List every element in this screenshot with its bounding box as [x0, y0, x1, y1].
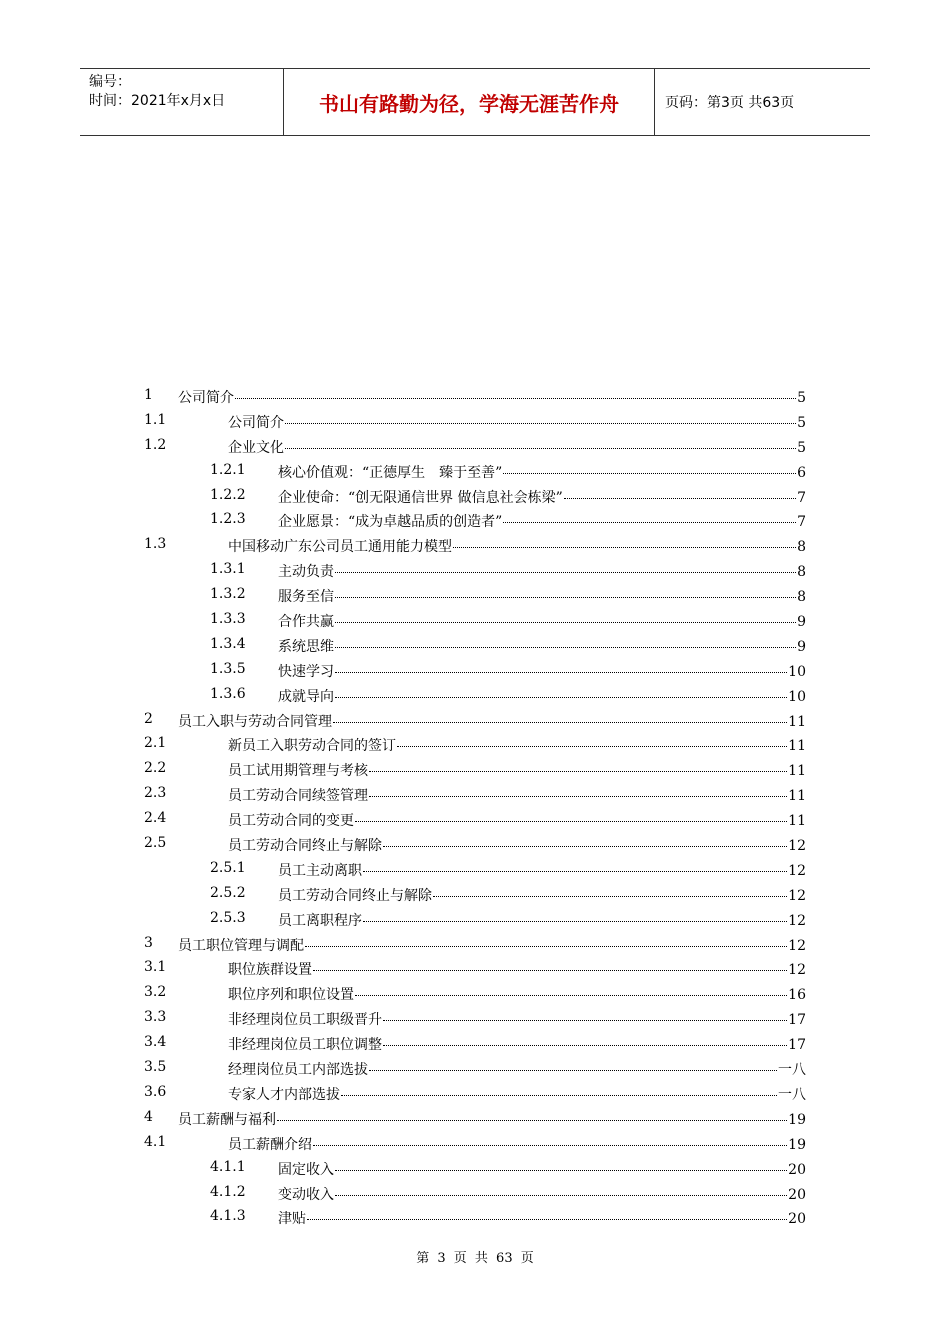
toc-number: 4.1	[144, 1133, 167, 1150]
toc-entry[interactable]	[144, 1030, 806, 1055]
toc-entry[interactable]	[144, 408, 806, 433]
toc-number: 3.1	[144, 959, 167, 976]
toc-leader-dots	[503, 522, 796, 523]
toc-leader-dots	[285, 423, 796, 424]
toc-number: 1.3.1	[210, 561, 246, 578]
toc-leader-dots	[335, 647, 796, 648]
toc-number: 2	[144, 710, 153, 727]
toc-entry[interactable]	[144, 731, 806, 756]
toc-entry-body	[278, 686, 806, 706]
toc-entry[interactable]	[144, 756, 806, 781]
toc-entry-body	[278, 1184, 806, 1204]
toc-leader-dots	[503, 473, 796, 474]
toc-leader-dots	[433, 896, 787, 897]
toc-entry[interactable]	[144, 980, 806, 1005]
toc-page-number: 5	[797, 414, 806, 431]
toc-number: 2.5.2	[210, 884, 246, 901]
toc-page-number: 12	[788, 962, 806, 979]
toc-number: 2.5.1	[210, 859, 246, 876]
toc-entry-body	[178, 935, 806, 955]
toc-number: 1.3.3	[210, 611, 246, 628]
toc-page-number: 17	[788, 1012, 806, 1029]
toc-entry-body	[278, 611, 806, 631]
toc-number: 2.5.3	[210, 909, 246, 926]
header-page-info: 页码：第3页 共63页	[665, 95, 795, 111]
toc-entry[interactable]	[144, 806, 806, 831]
toc-entry[interactable]	[144, 831, 806, 856]
toc-number: 1.3.2	[210, 586, 246, 603]
toc-page-number: 7	[797, 514, 806, 531]
toc-entry[interactable]	[144, 1180, 806, 1205]
toc-entry[interactable]	[144, 632, 806, 657]
toc-entry-body	[228, 760, 806, 780]
toc-title: 员工主动离职	[278, 862, 362, 879]
toc-number: 1.2.3	[210, 511, 246, 528]
toc-title: 合作共赢	[278, 614, 334, 631]
toc-title: 核心价值观：“正德厚生 臻于至善”	[278, 464, 503, 481]
toc-title: 员工劳动合同终止与解除	[228, 838, 382, 855]
toc-number: 1.2	[144, 436, 167, 453]
toc-leader-dots	[355, 995, 787, 996]
toc-entry-body	[278, 860, 806, 880]
toc-entry[interactable]	[144, 1204, 806, 1229]
toc-entry-body	[278, 561, 806, 581]
toc-number: 1.3.5	[210, 660, 246, 677]
toc-entry-body	[228, 785, 806, 805]
toc-entry-body	[228, 1084, 806, 1104]
toc-entry[interactable]	[144, 582, 806, 607]
toc-number: 4	[144, 1108, 153, 1125]
toc-entry[interactable]	[144, 781, 806, 806]
page-header	[80, 68, 870, 136]
toc-number: 3.3	[144, 1009, 167, 1026]
toc-entry-body	[278, 885, 806, 905]
toc-entry-body	[228, 835, 806, 855]
toc-number: 2.2	[144, 760, 167, 777]
toc-entry[interactable]	[144, 1130, 806, 1155]
toc-page-number: 8	[797, 589, 806, 606]
toc-page-number: 7	[797, 489, 806, 506]
toc-title: 固定收入	[278, 1161, 334, 1178]
toc-entry[interactable]	[144, 856, 806, 881]
toc-number: 2.5	[144, 835, 167, 852]
header-motto: 书山有路勤为径，学海无涯苦作舟	[283, 69, 655, 135]
toc-title: 新员工入职劳动合同的签订	[228, 738, 396, 755]
toc-entry-body	[228, 412, 806, 432]
toc-page-number: 一八	[778, 1062, 806, 1079]
toc-title: 员工职位管理与调配	[178, 937, 304, 954]
toc-title: 专家人才内部选拔	[228, 1086, 340, 1103]
toc-page-number: 5	[797, 439, 806, 456]
toc-leader-dots	[397, 746, 787, 747]
toc-title: 经理岗位员工内部选拔	[228, 1062, 368, 1079]
toc-entry-body	[228, 735, 806, 755]
toc-entry-body	[278, 1208, 806, 1228]
toc-title: 公司简介	[228, 414, 284, 431]
toc-leader-dots	[313, 1145, 787, 1146]
toc-leader-dots	[335, 622, 796, 623]
toc-entry-body	[278, 636, 806, 656]
toc-page-number: 12	[788, 937, 806, 954]
toc-leader-dots	[335, 597, 796, 598]
toc-leader-dots	[341, 1095, 777, 1096]
toc-entry-body	[228, 959, 806, 979]
toc-title: 职位族群设置	[228, 962, 312, 979]
toc-entry-body	[228, 1134, 806, 1154]
toc-leader-dots	[335, 1195, 787, 1196]
toc-title: 员工劳动合同续签管理	[228, 788, 368, 805]
toc-page-number: 10	[788, 688, 806, 705]
toc-entry-body	[278, 462, 806, 482]
toc-title: 非经理岗位员工职位调整	[228, 1037, 382, 1054]
toc-title: 企业文化	[228, 439, 284, 456]
toc-entry-body	[178, 711, 806, 731]
toc-number: 4.1.3	[210, 1208, 246, 1225]
toc-leader-dots	[369, 796, 787, 797]
page-footer: 第 3 页 共 63 页	[416, 1251, 534, 1266]
toc-number: 4.1.1	[210, 1158, 246, 1175]
toc-number: 1	[144, 387, 153, 403]
toc-page-number: 5	[797, 390, 806, 406]
toc-title: 快速学习	[278, 663, 334, 680]
toc-entry[interactable]	[144, 458, 806, 483]
toc-entry-body	[278, 511, 806, 531]
toc-page-number: 10	[788, 663, 806, 680]
toc-leader-dots	[363, 921, 787, 922]
toc-number: 2.1	[144, 735, 167, 752]
toc-number: 1.3	[144, 536, 167, 553]
toc-title: 非经理岗位员工职级晋升	[228, 1012, 382, 1029]
toc-title: 员工离职程序	[278, 912, 362, 929]
toc-title: 公司简介	[178, 390, 234, 406]
toc-number: 1.3.6	[210, 685, 246, 702]
toc-page-number: 19	[788, 1111, 806, 1128]
toc-leader-dots	[335, 572, 796, 573]
toc-leader-dots	[285, 448, 796, 449]
toc-number: 1.1	[144, 411, 167, 428]
toc-entry-body	[228, 437, 806, 457]
toc-page-number: 11	[788, 788, 806, 805]
toc-leader-dots	[313, 970, 787, 971]
toc-entry[interactable]	[144, 1005, 806, 1030]
toc-number: 3.2	[144, 984, 167, 1001]
toc-entry[interactable]	[144, 433, 806, 458]
toc-leader-dots	[235, 398, 796, 399]
toc-number: 4.1.2	[210, 1183, 246, 1200]
toc-entry[interactable]	[144, 955, 806, 980]
toc-number: 3.4	[144, 1034, 167, 1051]
toc-entry[interactable]	[144, 1105, 806, 1130]
toc-title: 中国移动广东公司员工通用能力模型	[228, 539, 452, 556]
toc-page-number: 一八	[778, 1086, 806, 1103]
toc-entry[interactable]	[144, 607, 806, 632]
toc-entry[interactable]	[144, 507, 806, 532]
toc-page-number: 20	[788, 1211, 806, 1228]
toc-leader-dots	[335, 1170, 787, 1171]
toc-entry-body	[228, 1059, 806, 1079]
toc-title: 员工薪酬与福利	[178, 1111, 276, 1128]
toc-number: 1.2.1	[210, 461, 246, 478]
toc-entry[interactable]	[144, 707, 806, 732]
toc-title: 系统思维	[278, 638, 334, 655]
toc-entry-body	[228, 984, 806, 1004]
toc-leader-dots	[307, 1219, 787, 1220]
toc-leader-dots	[305, 946, 787, 947]
toc-page-number: 11	[788, 813, 806, 830]
toc-entry-body	[278, 910, 806, 930]
toc-page-number: 12	[788, 862, 806, 879]
table-of-contents	[144, 383, 806, 1229]
toc-number: 1.2.2	[210, 486, 246, 503]
toc-title: 企业愿景：“成为卓越品质的创造者”	[278, 514, 503, 531]
toc-entry[interactable]	[144, 483, 806, 508]
toc-leader-dots	[383, 846, 787, 847]
toc-leader-dots	[335, 697, 787, 698]
toc-page-number: 8	[797, 539, 806, 556]
toc-page-number: 12	[788, 887, 806, 904]
toc-title: 员工试用期管理与考核	[228, 763, 368, 780]
toc-entry[interactable]	[144, 881, 806, 906]
toc-page-number: 9	[797, 638, 806, 655]
toc-leader-dots	[369, 1070, 777, 1071]
toc-number: 1.3.4	[210, 635, 246, 652]
toc-page-number: 19	[788, 1136, 806, 1153]
toc-page-number: 6	[797, 464, 806, 481]
toc-page-number: 12	[788, 838, 806, 855]
toc-entry[interactable]	[144, 931, 806, 956]
toc-title: 服务至信	[278, 589, 334, 606]
toc-number: 3	[144, 934, 153, 951]
toc-entry[interactable]	[144, 682, 806, 707]
toc-entry[interactable]	[144, 906, 806, 931]
toc-title: 津贴	[278, 1211, 306, 1228]
toc-entry-body	[178, 387, 806, 407]
toc-entry-body	[228, 810, 806, 830]
toc-leader-dots	[355, 821, 787, 822]
toc-number: 2.4	[144, 810, 167, 827]
toc-title: 成就导向	[278, 688, 334, 705]
toc-page-number: 9	[797, 614, 806, 631]
toc-entry-body	[278, 661, 806, 681]
toc-entry[interactable]	[144, 1055, 806, 1080]
toc-title: 员工薪酬介绍	[228, 1136, 312, 1153]
toc-entry-body	[228, 1009, 806, 1029]
toc-number: 3.6	[144, 1083, 167, 1100]
toc-page-number: 11	[788, 713, 806, 730]
toc-title: 企业使命：“创无限通信世界 做信息社会栋梁”	[278, 489, 563, 506]
toc-page-number: 17	[788, 1037, 806, 1054]
toc-page-number: 16	[788, 987, 806, 1004]
toc-entry[interactable]	[144, 1080, 806, 1105]
toc-title: 主动负责	[278, 564, 334, 581]
toc-title: 员工入职与劳动合同管理	[178, 713, 332, 730]
toc-entry-body	[278, 1159, 806, 1179]
toc-page-number: 8	[797, 564, 806, 581]
toc-leader-dots	[564, 498, 796, 499]
toc-entry-body	[278, 487, 806, 507]
header-meta	[80, 69, 283, 135]
code-label: 编号：	[89, 74, 131, 90]
toc-page-number: 12	[788, 912, 806, 929]
toc-title: 职位序列和职位设置	[228, 987, 354, 1004]
toc-title: 员工劳动合同终止与解除	[278, 887, 432, 904]
toc-number: 2.3	[144, 785, 167, 802]
toc-number: 3.5	[144, 1059, 167, 1076]
toc-entry-body	[178, 1109, 806, 1129]
toc-leader-dots	[333, 722, 787, 723]
toc-leader-dots	[369, 771, 787, 772]
toc-leader-dots	[363, 871, 787, 872]
toc-leader-dots	[453, 547, 796, 548]
toc-leader-dots	[383, 1020, 787, 1021]
toc-title: 员工劳动合同的变更	[228, 813, 354, 830]
toc-page-number: 20	[788, 1186, 806, 1203]
toc-entry-body	[228, 1034, 806, 1054]
toc-entry-body	[278, 586, 806, 606]
toc-entry[interactable]	[144, 532, 806, 557]
toc-leader-dots	[277, 1120, 787, 1121]
toc-entry[interactable]	[144, 383, 806, 408]
toc-leader-dots	[383, 1045, 787, 1046]
toc-entry-body	[228, 536, 806, 556]
toc-entry[interactable]	[144, 557, 806, 582]
toc-entry[interactable]	[144, 1155, 806, 1180]
toc-entry[interactable]	[144, 657, 806, 682]
time-label: 时间：2021年x月x日	[89, 93, 226, 109]
toc-leader-dots	[335, 672, 787, 673]
toc-page-number: 20	[788, 1161, 806, 1178]
toc-page-number: 11	[788, 738, 806, 755]
toc-page-number: 11	[788, 763, 806, 780]
toc-title: 变动收入	[278, 1186, 334, 1203]
